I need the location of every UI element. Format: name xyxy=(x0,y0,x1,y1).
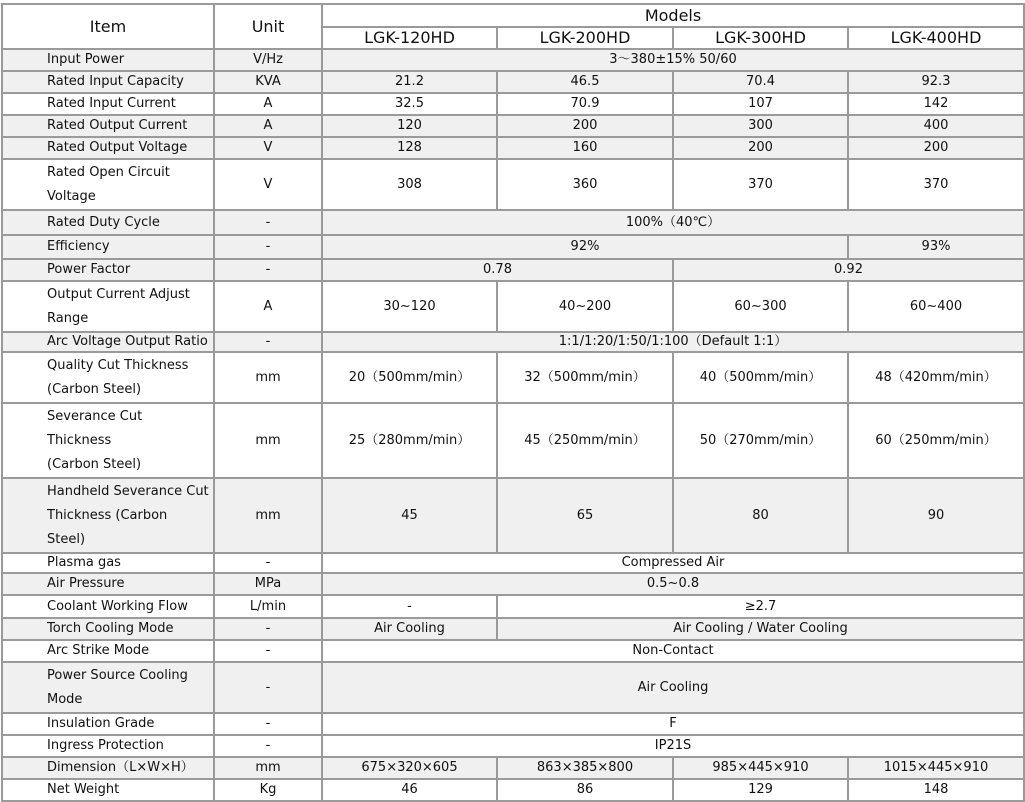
param-name: Plasma gas xyxy=(2,553,214,573)
table-row xyxy=(2,713,1024,735)
value-cell: 3～380±15% 50/60 xyxy=(322,49,1024,71)
param-unit: - xyxy=(214,640,322,662)
param-unit: Kg xyxy=(214,779,322,801)
param-unit: A xyxy=(214,93,322,115)
value-cell: - xyxy=(322,595,497,618)
model-name: LGK-200HD xyxy=(497,27,673,49)
value-cell: Non-Contact xyxy=(322,640,1024,662)
value-cell: 20（500mm/min） xyxy=(322,352,497,403)
param-unit: - xyxy=(214,235,322,259)
param-name: Net Weight xyxy=(2,779,214,801)
value-cell: 128 xyxy=(322,137,497,159)
value-cell: 60~300 xyxy=(673,281,848,332)
param-name: Power Source Cooling Mode xyxy=(2,662,214,713)
table-row xyxy=(2,49,1024,71)
table-row xyxy=(2,71,1024,93)
param-unit: V/Hz xyxy=(214,49,322,71)
value-cell: 308 xyxy=(322,159,497,210)
value-cell: F xyxy=(322,713,1024,735)
value-cell: 70.9 xyxy=(497,93,673,115)
param-name: Torch Cooling Mode xyxy=(2,618,214,640)
value-cell: 107 xyxy=(673,93,848,115)
param-unit: V xyxy=(214,137,322,159)
param-unit: - xyxy=(214,332,322,352)
value-cell: 300 xyxy=(673,115,848,137)
value-cell: 40~200 xyxy=(497,281,673,332)
table-row xyxy=(2,757,1024,779)
table-row xyxy=(2,403,1024,478)
value-cell: 45（250mm/min） xyxy=(497,403,673,478)
param-unit: A xyxy=(214,115,322,137)
value-cell: 46.5 xyxy=(497,71,673,93)
value-cell: 985×445×910 xyxy=(673,757,848,779)
value-cell: Air Cooling xyxy=(322,662,1024,713)
value-cell: 92% xyxy=(322,235,848,259)
param-unit: - xyxy=(214,735,322,757)
model-name: LGK-300HD xyxy=(673,27,848,49)
table-row xyxy=(2,352,1024,403)
param-unit: - xyxy=(214,713,322,735)
value-cell: 400 xyxy=(848,115,1024,137)
value-cell: ≥2.7 xyxy=(497,595,1024,618)
param-name: Rated Input Current xyxy=(2,93,214,115)
value-cell: 370 xyxy=(848,159,1024,210)
param-unit: - xyxy=(214,553,322,573)
value-cell: 675×320×605 xyxy=(322,757,497,779)
param-unit: mm xyxy=(214,478,322,553)
value-cell: 40（500mm/min） xyxy=(673,352,848,403)
value-cell: 120 xyxy=(322,115,497,137)
param-name: Air Pressure xyxy=(2,573,214,595)
value-cell: 60~400 xyxy=(848,281,1024,332)
param-name: Rated Input Capacity xyxy=(2,71,214,93)
param-name: Input Power xyxy=(2,49,214,71)
param-name: Handheld Severance Cut Thickness (Carbon Steel) xyxy=(2,478,214,553)
model-name: LGK-400HD xyxy=(848,27,1024,49)
value-cell: 92.3 xyxy=(848,71,1024,93)
table-row xyxy=(2,553,1024,573)
param-name: Arc Voltage Output Ratio xyxy=(2,332,214,352)
value-cell: 148 xyxy=(848,779,1024,801)
table-row xyxy=(2,640,1024,662)
value-cell: 70.4 xyxy=(673,71,848,93)
param-unit: - xyxy=(214,618,322,640)
table-row xyxy=(2,595,1024,618)
value-cell: 200 xyxy=(673,137,848,159)
value-cell: 129 xyxy=(673,779,848,801)
value-cell: 160 xyxy=(497,137,673,159)
param-name: Rated Open Circuit Voltage xyxy=(2,159,214,210)
value-cell: Compressed Air xyxy=(322,553,1024,573)
table-row xyxy=(2,259,1024,281)
value-cell: 30~120 xyxy=(322,281,497,332)
table-row xyxy=(2,332,1024,352)
param-name: Dimension（L×W×H） xyxy=(2,757,214,779)
table-row xyxy=(2,735,1024,757)
table-row xyxy=(2,779,1024,801)
value-cell: 21.2 xyxy=(322,71,497,93)
param-unit: V xyxy=(214,159,322,210)
param-name: Insulation Grade xyxy=(2,713,214,735)
value-cell: 50（270mm/min） xyxy=(673,403,848,478)
param-unit: MPa xyxy=(214,573,322,595)
param-name: Rated Output Current xyxy=(2,115,214,137)
param-name: Rated Duty Cycle xyxy=(2,210,214,235)
value-cell: Air Cooling / Water Cooling xyxy=(497,618,1024,640)
param-unit: mm xyxy=(214,757,322,779)
table-row xyxy=(2,235,1024,259)
value-cell: 32.5 xyxy=(322,93,497,115)
header-models: Models xyxy=(322,4,1024,27)
table-row xyxy=(2,618,1024,640)
model-name: LGK-120HD xyxy=(322,27,497,49)
value-cell: 0.92 xyxy=(673,259,1024,281)
param-name: Power Factor xyxy=(2,259,214,281)
param-name: Output Current Adjust Range xyxy=(2,281,214,332)
param-unit: L/min xyxy=(214,595,322,618)
spec-table xyxy=(1,3,1025,802)
value-cell: 370 xyxy=(673,159,848,210)
param-unit: mm xyxy=(214,352,322,403)
param-unit: mm xyxy=(214,403,322,478)
header-unit: Unit xyxy=(214,4,322,49)
param-name: Arc Strike Mode xyxy=(2,640,214,662)
value-cell: 200 xyxy=(497,115,673,137)
param-unit: A xyxy=(214,281,322,332)
table-row xyxy=(2,478,1024,553)
table-row xyxy=(2,159,1024,210)
table-row xyxy=(2,93,1024,115)
param-unit: - xyxy=(214,259,322,281)
table-row xyxy=(2,281,1024,332)
value-cell: 0.5~0.8 xyxy=(322,573,1024,595)
param-name: Severance Cut Thickness (Carbon Steel) xyxy=(2,403,214,478)
table-row xyxy=(2,573,1024,595)
value-cell: 32（500mm/min） xyxy=(497,352,673,403)
param-name: Rated Output Voltage xyxy=(2,137,214,159)
value-cell: 90 xyxy=(848,478,1024,553)
value-cell: 200 xyxy=(848,137,1024,159)
value-cell: 86 xyxy=(497,779,673,801)
value-cell: 0.78 xyxy=(322,259,673,281)
param-name: Coolant Working Flow xyxy=(2,595,214,618)
table-row xyxy=(2,210,1024,235)
param-name: Ingress Protection xyxy=(2,735,214,757)
table-row xyxy=(2,662,1024,713)
value-cell: 80 xyxy=(673,478,848,553)
value-cell: 65 xyxy=(497,478,673,553)
value-cell: 1015×445×910 xyxy=(848,757,1024,779)
value-cell: 1:1/1:20/1:50/1:100（Default 1:1） xyxy=(322,332,1024,352)
value-cell: 863×385×800 xyxy=(497,757,673,779)
param-unit: - xyxy=(214,210,322,235)
header-item: Item xyxy=(2,4,214,49)
value-cell: Air Cooling xyxy=(322,618,497,640)
table-row xyxy=(2,137,1024,159)
value-cell: IP21S xyxy=(322,735,1024,757)
param-unit: - xyxy=(214,662,322,713)
param-name: Efficiency xyxy=(2,235,214,259)
value-cell: 360 xyxy=(497,159,673,210)
value-cell: 93% xyxy=(848,235,1024,259)
value-cell: 100%（40℃） xyxy=(322,210,1024,235)
table-row xyxy=(2,115,1024,137)
param-unit: KVA xyxy=(214,71,322,93)
value-cell: 45 xyxy=(322,478,497,553)
value-cell: 142 xyxy=(848,93,1024,115)
value-cell: 25（280mm/min） xyxy=(322,403,497,478)
value-cell: 46 xyxy=(322,779,497,801)
value-cell: 60（250mm/min） xyxy=(848,403,1024,478)
param-name: Quality Cut Thickness (Carbon Steel) xyxy=(2,352,214,403)
value-cell: 48（420mm/min） xyxy=(848,352,1024,403)
